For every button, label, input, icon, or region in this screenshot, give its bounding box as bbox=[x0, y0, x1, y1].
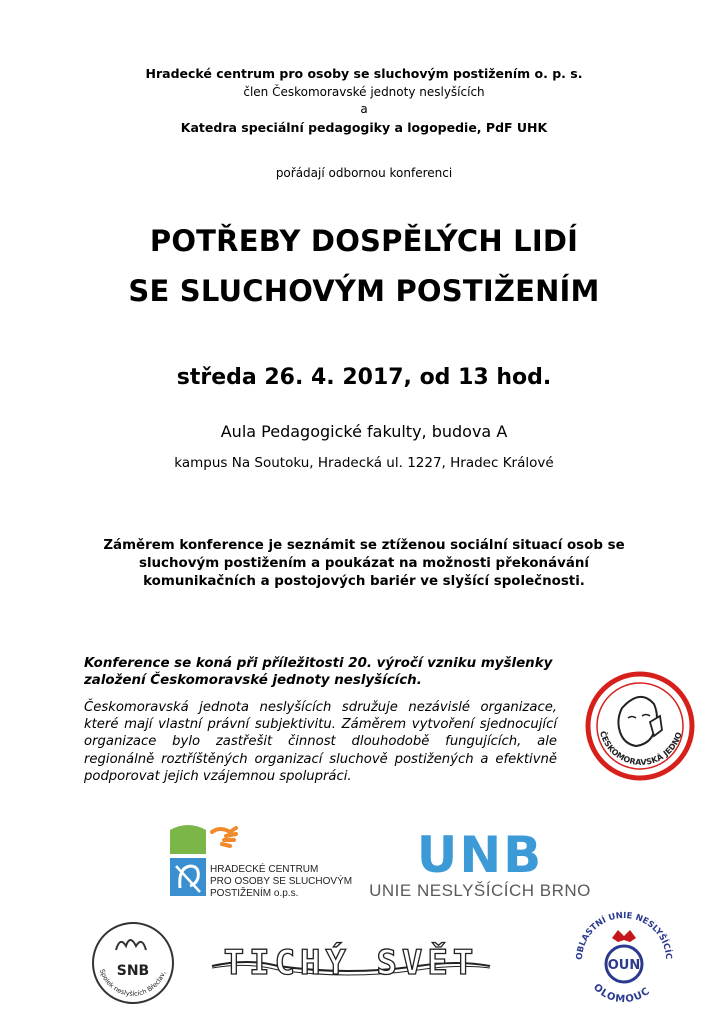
hcpo-logo-line-2: PRO OSOBY SE SLUCHOVÝM bbox=[210, 876, 353, 887]
unb-logo bbox=[370, 822, 590, 904]
svg-text:OLOMOUC bbox=[591, 982, 653, 1005]
cmjn-logo bbox=[584, 670, 696, 782]
organizer-1: Hradecké centrum pro osoby se sluchovým postižením o. p. s. bbox=[145, 66, 583, 81]
conjunction: a bbox=[360, 102, 368, 116]
hcpo-logo-line-1: HRADECKÉ CENTRUM bbox=[210, 864, 319, 875]
unb-logo-mark: UNB bbox=[416, 826, 544, 884]
event-date: středa 26. 4. 2017, od 13 hod. bbox=[176, 365, 552, 390]
tichy-svet-text: TICHÝ SVĚT bbox=[223, 943, 479, 983]
unb-logo-text: UNIE NESLYŠÍCÍCH BRNO bbox=[370, 881, 590, 900]
hcpo-logo bbox=[166, 818, 356, 908]
oun-olomouc-logo bbox=[568, 898, 680, 1022]
organizer-2: Katedra speciální pedagogiky a logopedie, PdF UHK bbox=[180, 120, 548, 135]
occasion-text: Konference se koná při příležitosti 20. výročí vzniku myšlenky založení Českomoravské jednoty neslyšících. bbox=[84, 656, 553, 688]
invitation-text: pořádají odbornou konferenci bbox=[275, 166, 453, 180]
event-venue: Aula Pedagogické fakulty, budova A bbox=[220, 422, 508, 441]
event-address: kampus Na Soutoku, Hradecká ul. 1227, Hradec Králové bbox=[174, 455, 554, 471]
conference-title-line-2: SE SLUCHOVÝM POSTIŽENÍM bbox=[128, 274, 600, 308]
snb-logo-text: Spolek neslyšících Břeclav, bbox=[98, 968, 168, 998]
snb-logo-mark: SNB bbox=[116, 963, 150, 979]
snb-logo bbox=[90, 920, 176, 1006]
oun-logo-mark: OUN bbox=[607, 958, 641, 973]
cmjn-logo-text: ČESKOMORAVSKÁ JEDNO bbox=[597, 730, 684, 767]
conference-title-line-1: POTŘEBY DOSPĚLÝCH LIDÍ bbox=[149, 224, 579, 258]
organizer-1-membership: člen Českomoravské jednoty neslyšících bbox=[243, 85, 485, 99]
cmjn-description: Českomoravská jednota neslyšících sdružuje nezávislé organizace, které mají vlastní právní subjektivitu. Záměrem vytvoření sjednocující organizace bylo zastřešit činnost dlouhodobě fungujících, ale regionálně roztříštěných organizací sluchově postižených a efektivně podporovat jejich vzájemnou spolupráci. bbox=[84, 700, 557, 784]
tichy-svet-logo bbox=[208, 930, 494, 994]
oun-logo-bottom-text: OLOMOUC bbox=[590, 981, 653, 1006]
conference-aim: Záměrem konference je seznámit se ztíženou sociální situací osob se sluchovým postižením a poukázat na možnosti překonávání komunikačních a postojových bariér ve slyšící společnosti. bbox=[103, 538, 625, 589]
oun-logo-top-text: OBLASTNÍ UNIE NESLYŠÍCÍC bbox=[574, 910, 674, 961]
hcpo-logo-line-3: POSTIŽENÍM o.p.s. bbox=[210, 888, 299, 899]
